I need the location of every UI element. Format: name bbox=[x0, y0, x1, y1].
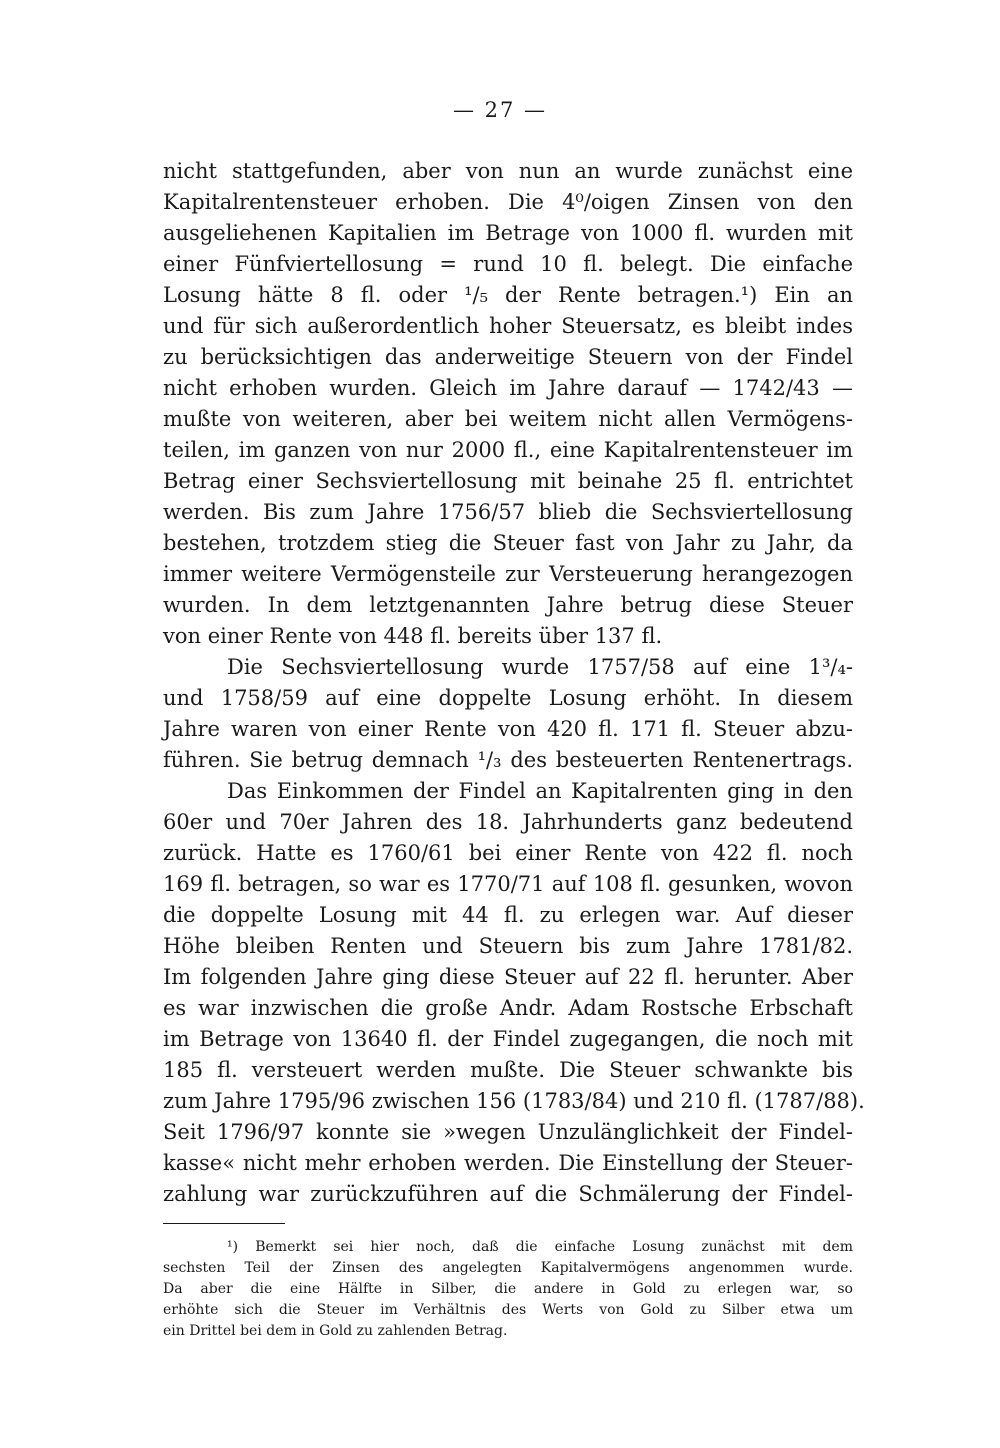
text-line: Seit 1796/97 konnte sie »wegen Unzulänglichkeit der Findel- bbox=[163, 1120, 853, 1144]
text-line: einer Fünfviertellosung = rund 10 fl. belegt. Die einfache bbox=[163, 252, 853, 276]
text-line: ausgeliehenen Kapitalien im Betrage von 1000 fl. wurden mit bbox=[163, 221, 853, 245]
text-line: bestehen, trotzdem stieg die Steuer fast von Jahr zu Jahr, da bbox=[163, 531, 853, 555]
text-line: zurück. Hatte es 1760/61 bei einer Rente von 422 fl. noch bbox=[163, 841, 853, 865]
text-line: wurden. In dem letztgenannten Jahre betrug diese Steuer bbox=[163, 593, 853, 617]
text-line: und 1758/59 auf eine doppelte Losung erhöht. In diesem bbox=[163, 686, 853, 710]
text-line: es war inzwischen die große Andr. Adam Rostsche Erbschaft bbox=[163, 996, 853, 1020]
text-line: führen. Sie betrug demnach ¹/₃ des besteuerten Rentenertrags. bbox=[163, 748, 853, 772]
text-line: 169 fl. betragen, so war es 1770/71 auf 108 fl. gesunken, wovon bbox=[163, 872, 853, 896]
page-number: — 27 — bbox=[452, 98, 548, 122]
text-line: Jahre waren von einer Rente von 420 fl. 171 fl. Steuer abzu- bbox=[163, 717, 853, 741]
text-line: nicht stattgefunden, aber von nun an wurde zunächst eine bbox=[163, 159, 853, 183]
text-line: nicht erhoben wurden. Gleich im Jahre darauf — 1742/43 — bbox=[163, 376, 853, 400]
text-line: Im folgenden Jahre ging diese Steuer auf 22 fl. herunter. Aber bbox=[163, 965, 853, 989]
text-line: mußte von weiteren, aber bei weitem nicht allen Vermögens- bbox=[163, 407, 853, 431]
text-line: Das Einkommen der Findel an Kapitalrenten ging in den bbox=[227, 779, 853, 803]
text-line: zu berücksichtigen das anderweitige Steuern von der Findel bbox=[163, 345, 853, 369]
text-line: Die Sechsviertellosung wurde 1757/58 auf eine 1³/₄- bbox=[227, 655, 853, 679]
text-line: zum Jahre 1795/96 zwischen 156 (1783/84) und 210 fl. (1787/88). bbox=[163, 1089, 865, 1113]
body-text bbox=[163, 156, 865, 1210]
footnote-line: ein Drittel bei dem in Gold zu zahlenden Betrag. bbox=[163, 1323, 508, 1339]
text-line: Losung hätte 8 fl. oder ¹/₅ der Rente betragen.¹) Ein an bbox=[163, 283, 853, 307]
text-line: die doppelte Losung mit 44 fl. zu erlegen war. Auf dieser bbox=[163, 903, 853, 927]
text-line: zahlung war zurückzuführen auf die Schmälerung der Findel- bbox=[163, 1182, 853, 1206]
text-line: immer weitere Vermögensteile zur Versteuerung herangezogen bbox=[163, 562, 853, 586]
text-line: teilen, im ganzen von nur 2000 fl., eine Kapitalrentensteuer im bbox=[163, 438, 853, 462]
footnote-line: erhöhte sich die Steuer im Verhältnis des Werts von Gold zu Silber etwa um bbox=[163, 1302, 853, 1318]
footnote-line: sechsten Teil der Zinsen des angelegten Kapitalvermögens angenommen wurde. bbox=[163, 1260, 853, 1276]
text-line: Betrag einer Sechsviertellosung mit beinahe 25 fl. entrichtet bbox=[163, 469, 853, 493]
text-line: 185 fl. versteuert werden mußte. Die Steuer schwankte bis bbox=[163, 1058, 853, 1082]
text-line: 60er und 70er Jahren des 18. Jahrhunderts ganz bedeutend bbox=[163, 810, 853, 834]
text-line: kasse« nicht mehr erhoben werden. Die Einstellung der Steuer- bbox=[163, 1151, 853, 1175]
text-line: von einer Rente von 448 fl. bereits über 137 fl. bbox=[163, 624, 663, 648]
text-line: und für sich außerordentlich hoher Steuersatz, es bleibt indes bbox=[163, 314, 853, 338]
footnote bbox=[163, 1237, 853, 1342]
footnote-divider bbox=[163, 1223, 285, 1224]
text-line: Höhe bleiben Renten und Steuern bis zum Jahre 1781/82. bbox=[163, 934, 853, 958]
text-line: werden. Bis zum Jahre 1756/57 blieb die Sechsviertellosung bbox=[163, 500, 853, 524]
footnote-line: ¹) Bemerkt sei hier noch, daß die einfache Losung zunächst mit dem bbox=[227, 1239, 853, 1255]
text-line: im Betrage von 13640 fl. der Findel zugegangen, die noch mit bbox=[163, 1027, 853, 1051]
footnote-line: Da aber die eine Hälfte in Silber, die andere in Gold zu erlegen war, so bbox=[163, 1281, 853, 1297]
text-line: Kapitalrentensteuer erhoben. Die 4⁰/oigen Zinsen von den bbox=[163, 190, 853, 214]
